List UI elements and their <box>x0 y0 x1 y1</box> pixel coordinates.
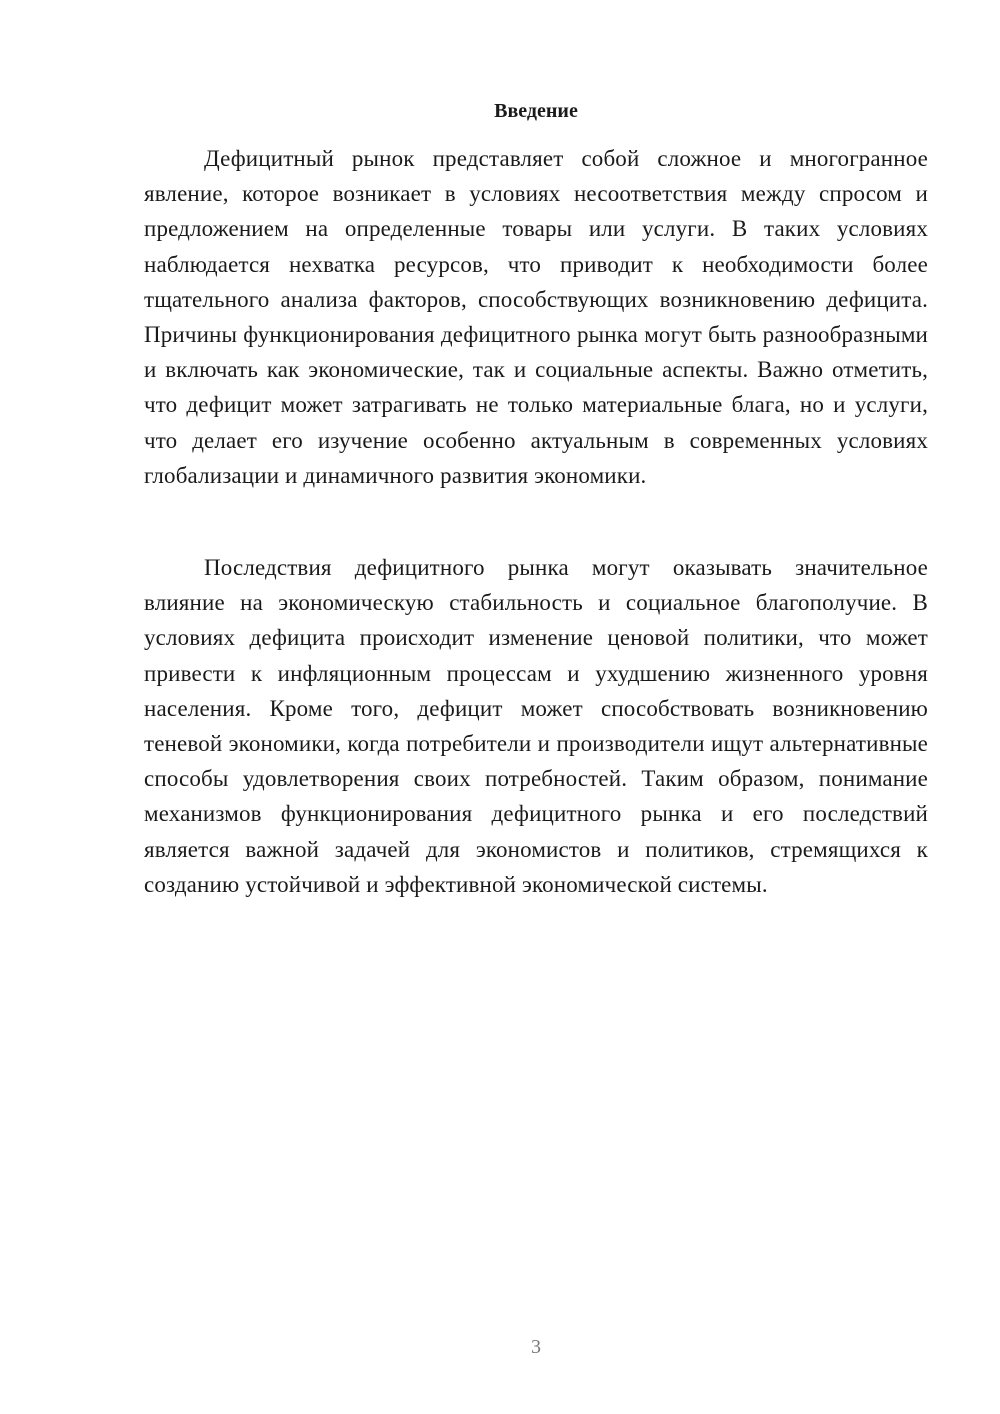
section-title: Введение <box>494 100 578 122</box>
paragraph-1: Дефицитный рынок представляет собой сложное и многогранное явление, которое возникает в условиях несоответствия между спросом и предложением на определенные товары или услуги. В таких условиях наблюдается нехватка ресурсов, что приводит к необходимости более тщательного анализа факторов, способствующих возникновению дефицита. Причины функционирования дефицитного рынка могут быть разнообразными и включать как экономические, так и социальные аспекты. Важно отметить, что дефицит может затрагивать не только материальные блага, но и услуги, что делает его изучение особенно актуальным в современных условиях глобализации и динамичного развития экономики. <box>144 146 928 488</box>
paragraph-2: Последствия дефицитного рынка могут оказывать значительное влияние на экономическую стабильность и социальное благополучие. В условиях дефицита происходит изменение ценовой политики, что может привести к инфляционным процессам и ухудшению жизненного уровня населения. Кроме того, дефицит может способствовать возникновению теневой экономики, когда потребители и производители ищут альтернативные способы удовлетворения своих потребностей. Таким образом, понимание механизмов функционирования дефицитного рынка и его последствий является важной задачей для экономистов и политиков, стремящихся к созданию устойчивой и эффективной экономической системы. <box>144 555 928 897</box>
page-number: 3 <box>531 1336 541 1358</box>
